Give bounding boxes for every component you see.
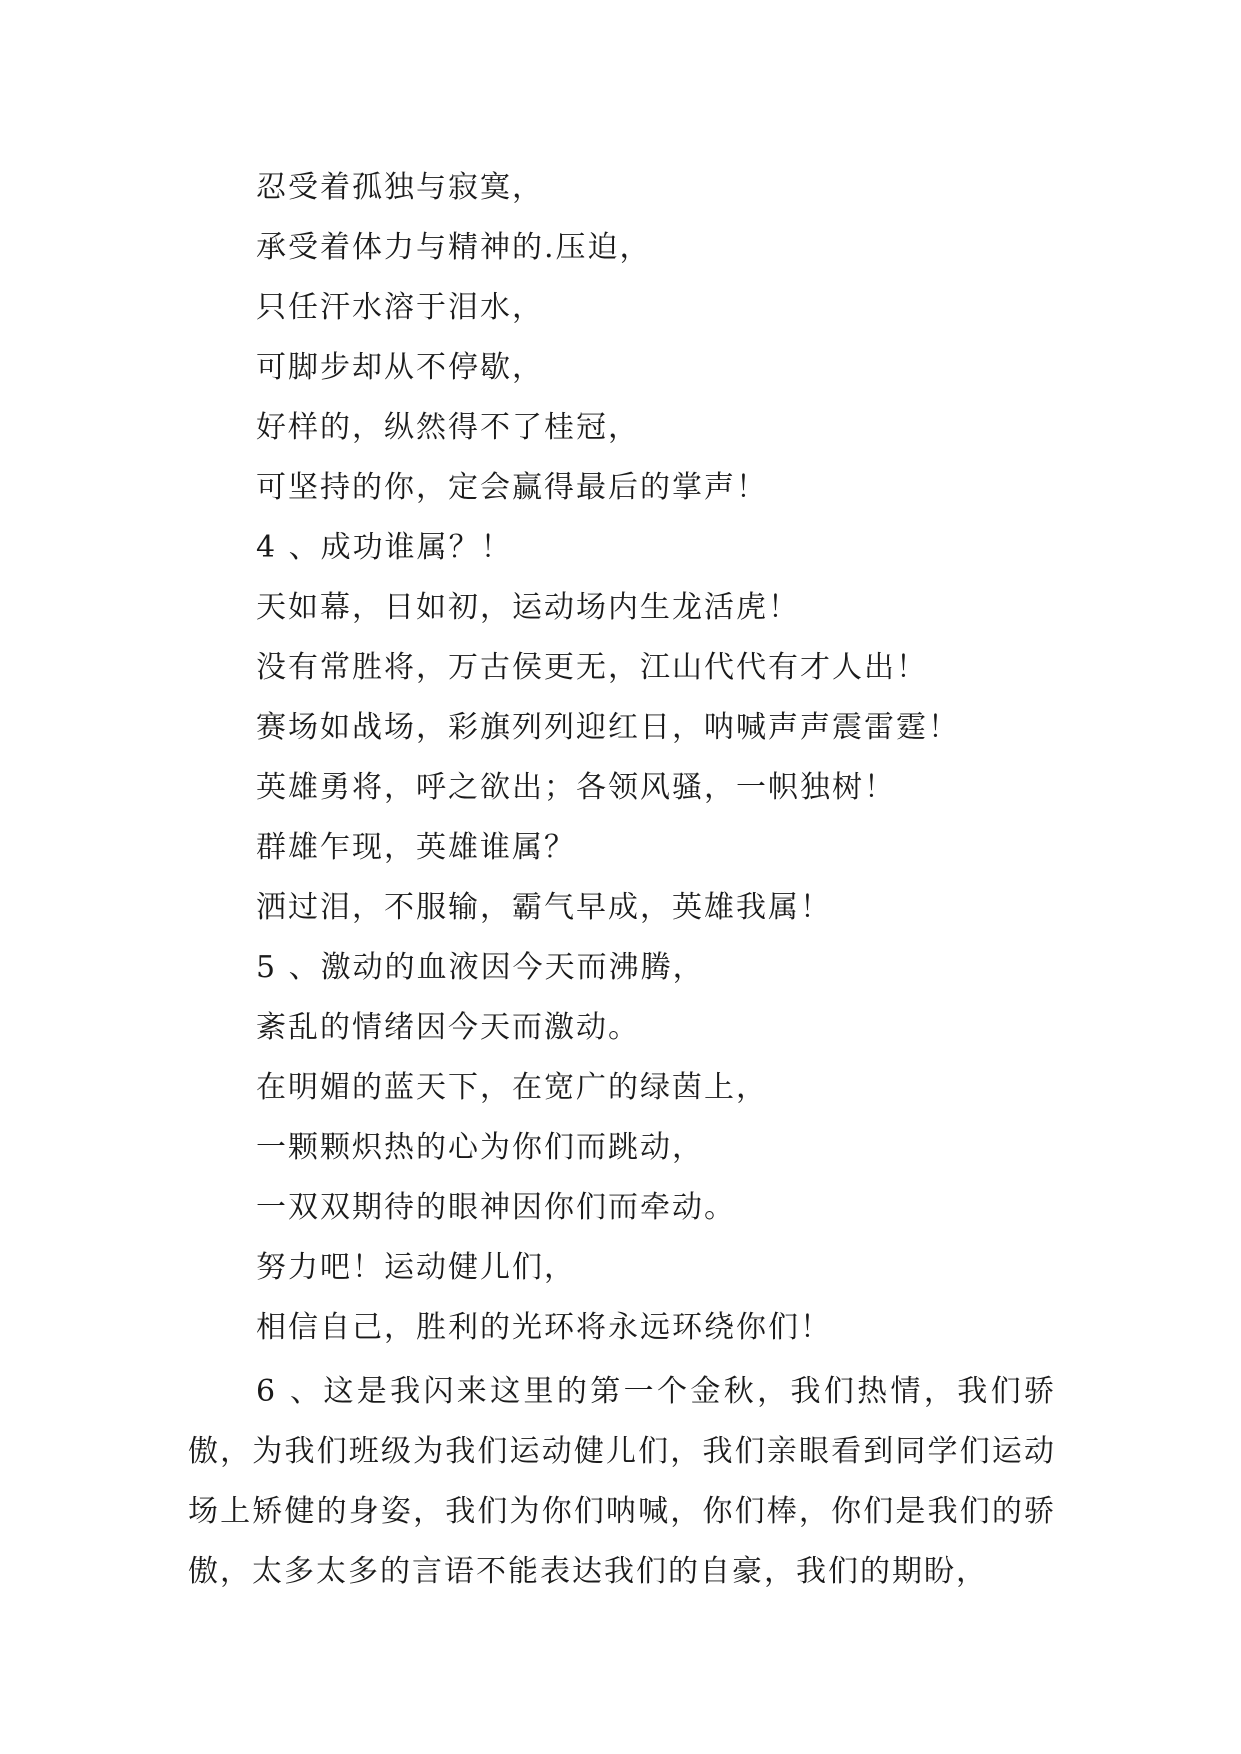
poem-line-14: 在明媚的蓝天下，在宽广的绿茵上，	[256, 1070, 768, 1105]
poem-line-11: 群雄乍现，英雄谁属？	[256, 830, 576, 865]
document-body	[188, 158, 1056, 1602]
poem-line-12: 洒过泪，不服输，霸气早成，英雄我属！	[256, 890, 832, 925]
poem-line-6: 可坚持的你，定会赢得最后的掌声！	[256, 470, 768, 505]
poem-line-10: 英雄勇将，呼之欲出；各领风骚，一帜独树！	[256, 770, 896, 805]
poem-line-13: 紊乱的情绪因今天而激动。	[256, 1010, 640, 1045]
poem-line-16: 一双双期待的眼神因你们而牵动。	[256, 1190, 736, 1225]
paragraph-6: 6 、这是我闪来这里的第一个金秋，我们热情，我们骄傲，为我们班级为我们运动健儿们，我们亲眼看到同学们运动场上矫健的身姿，我们为你们呐喊，你们棒，你们是我们的骄傲，太多太多的言语不能表达我们的自豪，我们的期盼，	[188, 1374, 1056, 1589]
poem-line-18: 相信自己，胜利的光环将永远环绕你们！	[256, 1310, 832, 1345]
poem-line-4: 可脚步却从不停歇，	[256, 350, 544, 385]
poem-line-3: 只任汗水溶于泪水，	[256, 290, 544, 325]
poem-line-2: 承受着体力与精神的.压迫，	[256, 230, 652, 265]
poem-line-8: 没有常胜将，万古侯更无，江山代代有才人出！	[256, 650, 928, 685]
poem-line-7: 天如幕，日如初，运动场内生龙活虎！	[256, 590, 800, 625]
poem-line-9: 赛场如战场，彩旗列列迎红日，呐喊声声震雷霆！	[256, 710, 960, 745]
poem-line-17: 努力吧！运动健儿们，	[256, 1250, 576, 1285]
poem-line-1: 忍受着孤独与寂寞，	[256, 170, 544, 205]
poem-line-5: 好样的，纵然得不了桂冠，	[256, 410, 640, 445]
section-heading-4: 4 、成功谁属？！	[256, 530, 513, 565]
section-heading-5: 5 、激动的血液因今天而沸腾，	[256, 950, 705, 985]
poem-line-15: 一颗颗炽热的心为你们而跳动，	[256, 1130, 704, 1165]
